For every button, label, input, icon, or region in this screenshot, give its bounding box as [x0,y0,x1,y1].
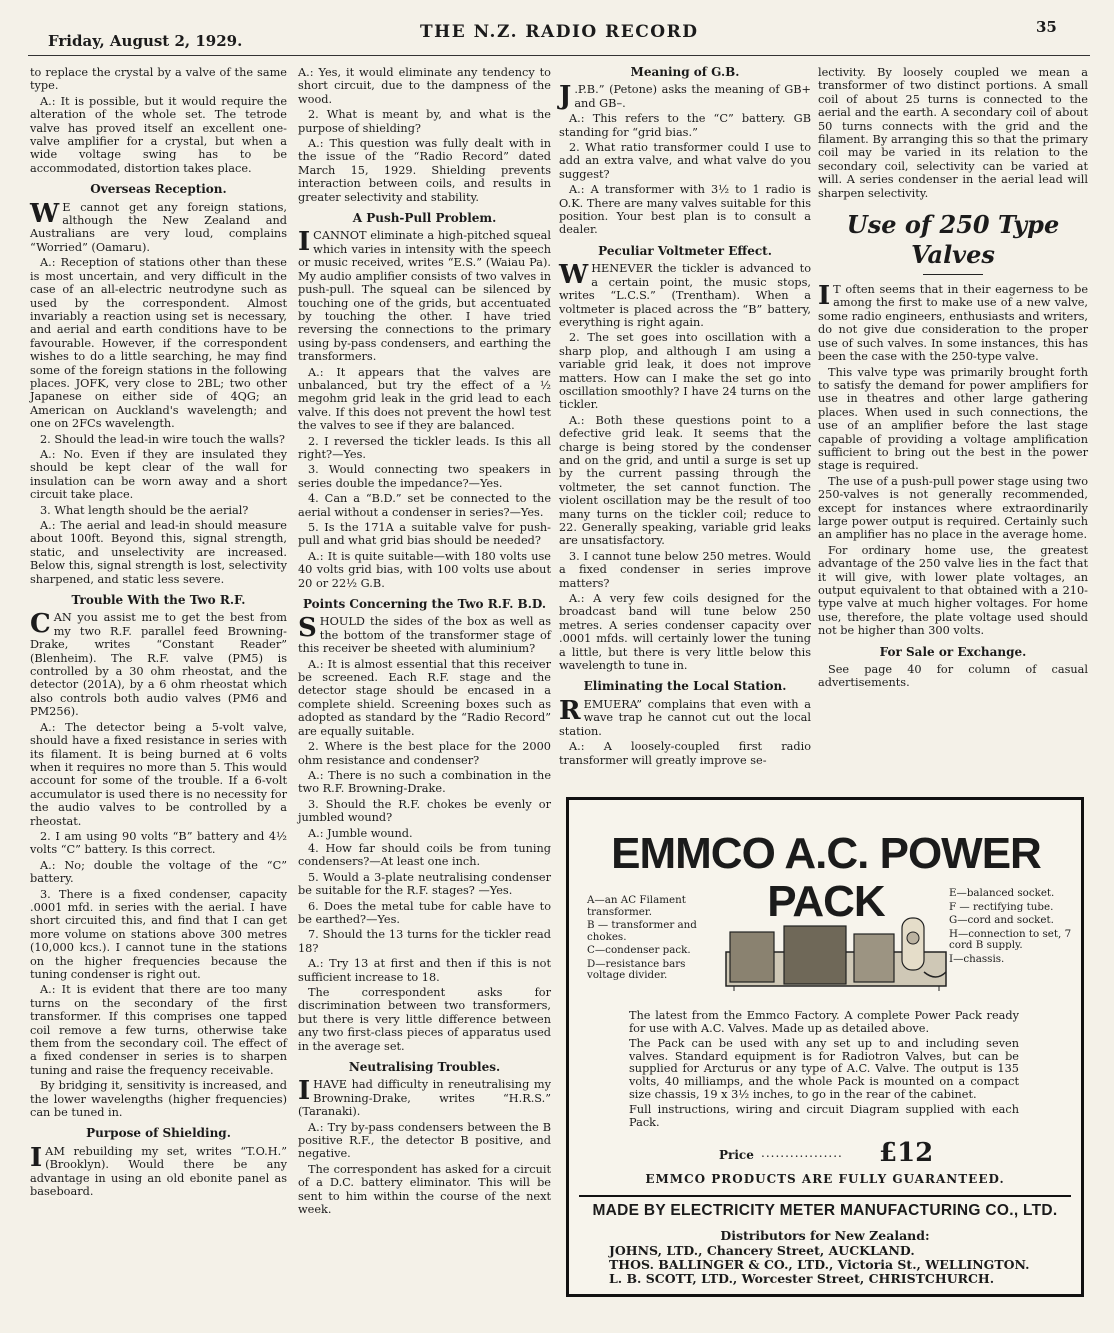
paragraph: A.: No; double the voltage of the “C” battery. [30,858,287,886]
publication-title: THE N.Z. RADIO RECORD [420,22,699,42]
paragraph [298,615,551,655]
paragraph: 3. I cannot tune below 250 metres. Would a fixed condenser in series improve matters? [559,549,811,590]
drop-cap: W [30,198,60,229]
paragraph-text: HOULD the sides of the box as well as the bottom of the transformer stage of this receiver be sheeted with aluminium? [298,615,551,656]
legend-item: I—chassis. [949,952,1005,965]
paragraph: A.: This question was fully dealt with in the issue of the “Radio Record” dated March 15, 1929. Shielding prevents interaction between coils, and results in greater selectivity and stability. [298,137,551,204]
paragraph-text: CANNOT eliminate a high-pitched squeal which varies in intensity with the speech or music received, writes “E.S.” (Waiau Pa). My audio amplifier consists of two valves in push-pull. The squeal can be silenced by touching one of the grids, but accentuated by touching the other. I have tried reversing the connections to the primary using by-pass condensers, and earthing the transformers. [298,229,551,364]
paragraph: A.: Try by-pass condensers between the B positive R.F., the detector B positive, and negative. [298,1120,551,1161]
drop-cap: R [559,695,581,726]
paragraph: 2. I reversed the tickler leads. Is this all right?—Yes. [298,434,551,461]
column-4 [818,66,1088,692]
section-heading: Points Concerning the Two R.F. B.D. [302,597,547,612]
paragraph-text: .P.B.” (Petone) asks the meaning of GB+ and GB–. [574,83,811,110]
paragraph: A.: It is possible, but it would require the alteration of the whole set. The tetrode valve has proved itself an excellent one-valve amplifier for a crystal, but when a wide voltage swing has to be accommodated, distortion takes place. [30,94,287,175]
paragraph [298,1078,551,1118]
drop-cap: I [298,227,311,258]
legend-item: B — transformer and chokes. [587,919,697,943]
paragraph-text: HAVE had difficulty in reneutralising my Browning-Drake, writes “H.R.S.” (Taranaki). [298,1078,551,1119]
paragraph: The use of a push-pull power stage using two 250-valves is not generally recommended, except for instances where extraordinarily large power output is required. Certainly such an amplifier has no place in the average home. [818,474,1088,542]
distributor-line: JOHNS, LTD., Chancery Street, AUCKLAND. [609,1243,915,1258]
price-label: Price [719,1148,754,1162]
section-heading: Trouble With the Two R.F. [71,593,246,608]
paragraph: A.: Jumble wound. [308,826,413,840]
drop-cap: J [559,81,572,112]
paragraph-text: T often seems that in their eagerness to be among the first to make use of a new valve, some radio engineers, enthusiasts and writers, do not give due consideration to the proper use of such valves. In some instances, this has been the case with the 250-type valve. [818,283,1088,364]
legend-item: G—cord and socket. [949,914,1054,926]
ad-paragraph: Full instructions, wiring and circuit Diagram supplied with each Pack. [629,1103,1019,1129]
paragraph: By bridging it, sensitivity is increased, and the lower wavelengths (higher frequencies) can be tuned in. [30,1079,287,1120]
paragraph: 4. Can a “B.D.” set be connected to the aerial without a condenser in series?—Yes. [298,492,551,519]
paragraph: 2. Where is the best place for the 2000 ohm resistance and condenser? [298,740,551,767]
price-value: £12 [879,1138,934,1168]
paragraph-text: EMUERA” complains that even with a wave trap he cannot cut out the local station. [559,697,811,738]
section-heading: Neutralising Troubles. [348,1060,501,1075]
paragraph: For ordinary home use, the greatest advantage of the 250 valve lies in the fact that it will give, with lower plate voltages, an output equivalent to that obtained with a 210-type valve at much higher voltages. For home use, therefore, the plate voltage used should not be higher than 300 volts. [818,543,1088,638]
legend-item: E—balanced socket. [949,887,1055,899]
paragraph: to replace the crystal by a valve of the same type. [30,66,287,93]
ad-paragraph: The Pack can be used with any set up to and including seven valves. Standard equipment is for Radiotron Valves, but can be supplied for Arcturus or any type of A.C. Valve. The output is 135 volts, 40 milliamps, and the whole Pack is mounted on a compact size chassis, 19 x 3½ inches, to go in the rear of the cabinet. [629,1037,1019,1101]
ad-divider [579,1195,1071,1197]
paragraph [30,198,287,255]
section-heading: Meaning of G.B. [630,65,740,79]
ad-distributors-title: Distributors for New Zealand: [720,1228,930,1243]
paragraph: A.: Yes, it would eliminate any tendency to short circuit, due to the dampness of the wood. [298,66,551,106]
paragraph: 3. Should the R.F. chokes be evenly or jumbled wound? [298,797,551,825]
paragraph: The correspondent has asked for a circuit of a D.C. battery eliminator. This will be sent to him within the course of the next week. [298,1162,551,1217]
column-1 [30,66,287,1201]
price-leader: ................. [761,1146,843,1160]
column-2 [298,66,551,1219]
drop-cap: W [559,260,589,291]
drop-cap: C [30,609,51,640]
paragraph: 6. Does the metal tube for cable have to be earthed?—Yes. [298,899,551,926]
section-heading: For Sale or Exchange. [879,644,1027,659]
section-heading: Overseas Reception. [90,182,227,197]
column-3 [559,66,811,769]
paragraph [559,83,811,110]
paragraph: A.: The aerial and lead-in should measure about 100ft. Beyond this, signal strength, static, and unselectivity are increased. Below this, signal strength is lost, selectivity sharpened, and static less severe. [30,519,287,586]
paragraph: A.: A transformer with 3½ to 1 radio is O.K. There are many valves suitable for this position. Your best plan is to consult a dealer. [559,183,811,237]
ad-headline: EMMCO A.C. POWER PACK [611,829,1041,926]
paragraph-text: AM rebuilding my set, writes “T.O.H.” (Brooklyn). Would there be any advantage in using an old ebonite panel as baseboard. [30,1144,287,1199]
paragraph [559,262,811,329]
paragraph: 3. Would connecting two speakers in series double the impedance?—Yes. [298,463,551,490]
distributor-line: L. B. SCOTT, LTD., Worcester Street, CHRISTCHURCH. [609,1271,995,1286]
section-heading: Purpose of Shielding. [86,1126,231,1141]
emmco-advertisement [566,797,1084,1297]
paragraph: 2. I am using 90 volts “B” battery and 4½ volts “C” battery. Is this correct. [30,829,287,857]
paragraph: 5. Would a 3-plate neutralising condenser be suitable for the R.F. stages? —Yes. [298,870,551,898]
ad-paragraph: The latest from the Emmco Factory. A complete Power Pack ready for use with A.C. Valves. Made up as detailed above. [629,1009,1019,1035]
legend-item: D—resistance bars voltage divider. [587,957,686,981]
ad-legend-left [587,895,722,984]
legend-item: C—condenser pack. [587,944,691,956]
ad-legend-right [949,888,1075,967]
paragraph [30,611,287,718]
paragraph: A.: It is almost essential that this receiver be screened. Each R.F. stage and the detector stage should be encased in a complete shield. Screening boxes such as adopted as standard by the “Radio Record” are equally suitable. [298,657,551,738]
drop-cap: I [818,281,831,312]
ad-manufacturer: MADE BY ELECTRICITY METER MANUFACTURING CO., LTD. [592,1202,1058,1219]
paragraph: See page 40 for column of casual advertisements. [818,663,1088,690]
feature-rule [923,274,983,275]
paragraph: A.: Reception of stations other than these is most uncertain, and very difficult in the case of an all-electric neutrodyne such as used by the correspondent. Almost invariably a reaction using set is necessary, and aerial and earth conditions have to be favourable. However, if the correspondent wishes to do a little searching, he may find some of the foreign stations in the following places. JOFK, very close to 2BL; two other Japanese on either side of 4QG; an American on Auckland's wavelength; and one on 2FCs wavelength. [30,256,287,431]
ad-body [629,1010,1019,1132]
legend-item: A—an AC Filament transformer. [587,894,686,918]
paragraph: 4. How far should coils be from tuning condensers?—At least one inch. [298,841,551,869]
paragraph: This valve type was primarily brought forth to satisfy the demand for power amplifiers for use in theatres and other large gathering places. When used in such connections, the use of an amplifier before the last stage capable of providing a voltage amplification sufficient to bring out the best in the power stage is required. [818,365,1088,473]
paragraph: A.: It is evident that there are too many turns on the secondary of the first transformer. If this comprises one tapped coil remove a few turns, otherwise take them from the secondary coil. The effect of a fixed condenser in series is to sharpen tuning and raise the frequency receivable. [30,983,287,1077]
paragraph [30,1142,287,1199]
paragraph [818,283,1088,363]
masthead [0,0,1114,60]
legend-item: F — rectifying tube. [949,900,1054,913]
ad-guarantee: EMMCO PRODUCTS ARE FULLY GUARANTEED. [645,1172,1005,1186]
distributor-line: THOS. BALLINGER & CO., LTD., Victoria St., WELLINGTON. [609,1257,1030,1272]
ad-price [719,1140,959,1168]
paragraph [559,695,811,738]
paragraph: 3. There is a fixed condenser, capacity .0001 mfd. in series with the aerial. I have short circuited this, and find that I can get more volume on stations above 300 metres (10,000 kcs.). I cannot tune in the stations on the higher frequencies because the tuning condenser is right out. [30,887,287,981]
paragraph: A.: A loosely-coupled first radio transformer will greatly improve se- [559,740,811,767]
paragraph: A.: A very few coils designed for the broadcast band will tune below 250 metres. A series condenser capacity over .0001 mfds. will certainly lower the tuning a little, but there is very little below this wavelength to tune in. [559,592,811,673]
ad-distributors [609,1244,1049,1286]
paragraph: A.: It appears that the valves are unbalanced, but try the effect of a ½ megohm grid leak in the grid lead to each valve. If this does not prevent the howl test the valves to see if they are balanced. [298,365,551,433]
page-number: 35 [1036,18,1057,36]
paragraph: lectivity. By loosely coupled we mean a transformer of two distinct portions. A small coil of about 25 turns is connected to the aerial and the earth. A secondary coil of about 50 turns connects with the grid and the filament. By arranging this so that the primary coil may be varied in its relation to the secondary coil, selectivity can be varied at will. A series condenser in the aerial lead will sharpen selectivity. [818,66,1088,200]
paragraph: 2. The set goes into oscillation with a sharp plop, and although I am using a variable grid leak, it does not improve matters. How can I make the set go into oscillation smoothly? I have 24 turns on the tickler. [559,331,811,412]
paragraph: 2. Should the lead-in wire touch the walls? [40,432,285,446]
paragraph: A.: Both these questions point to a defective grid leak. It seems that the charge is being stored by the condenser and on the grid, and until a surge is set up by the current passing through the voltmeter, the set cannot function. The violent oscillation may be the result of too many turns on the tickler coil; reduce to 22. Generally speaking, variable grid leaks are unsatisfactory. [559,413,811,548]
paragraph: A.: The detector being a 5-volt valve, should have a fixed resistance in series with its filament. It is being burned at 6 volts when it requires no more than 5. This would account for some of the trouble. If a 6-volt accumulator is used there is no necessity for the audio valves to be controlled by a rheostat. [30,720,287,828]
paragraph: 7. Should the 13 turns for the tickler read 18? [298,928,551,955]
paragraph: 2. What ratio transformer could I use to add an extra valve, and what valve do you suggest? [559,141,811,181]
issue-date: Friday, August 2, 1929. [48,32,243,50]
drop-cap: I [298,1076,311,1107]
paragraph: A.: There is no such a combination in the two R.F. Browning-Drake. [298,768,551,796]
paragraph: The correspondent asks for discrimination between two transformers, but there is very little difference between any two first-class pieces of apparatus used in the average set. [298,986,551,1053]
paragraph [298,229,551,363]
paragraph: 5. Is the 171A a suitable valve for push-pull and what grid bias should be needed? [298,521,551,548]
paragraph: A.: This refers to the “C” battery. GB standing for “grid bias.” [559,112,811,139]
paragraph: A.: No. Even if they are insulated they should be kept clear of the wall for insulation can be worn away and a short circuit take place. [30,447,287,502]
section-heading: Eliminating the Local Station. [583,679,787,694]
paragraph: 2. What is meant by, and what is the purpose of shielding? [298,108,551,135]
paragraph-text: HENEVER the tickler is advanced to a certain point, the music stops, writes “L.C.S.” (Trentham). When a voltmeter is placed across the “B” battery, everything is right again. [559,262,811,329]
power-pack-illustration [724,912,949,992]
drop-cap: S [298,613,317,644]
paragraph-text: AN you assist me to get the best from my two R.F. parallel feed Browning-Drake, writes “Constant Reader” (Blenheim). The R.F. valve (PM5) is controlled by a 30 ohm rheostat, and the detector (201A), by a 6 ohm rheostat which also controls both audio valves (PM6 and PM256). [30,611,287,719]
drop-cap: I [30,1142,43,1173]
legend-item: H—connection to set, 7 cord B supply. [949,927,1072,951]
section-heading: Peculiar Voltmeter Effect. [598,243,772,258]
section-heading: A Push-Pull Problem. [352,211,497,226]
paragraph: 3. What length should be the aerial? [40,503,249,517]
feature-title: Use of 250 Type Valves [846,210,1060,270]
paragraph: A.: Try 13 at first and then if this is not sufficient increase to 18. [298,957,551,984]
header-rule [28,55,1090,56]
paragraph-text: E cannot get any foreign stations, although the New Zealand and Australians are very loud, complains “Worried” (Oamaru). [30,200,287,254]
paragraph: A.: It is quite suitable—with 180 volts use 40 volts grid bias, with 100 volts use about 20 or 22½ G.B. [298,549,551,590]
